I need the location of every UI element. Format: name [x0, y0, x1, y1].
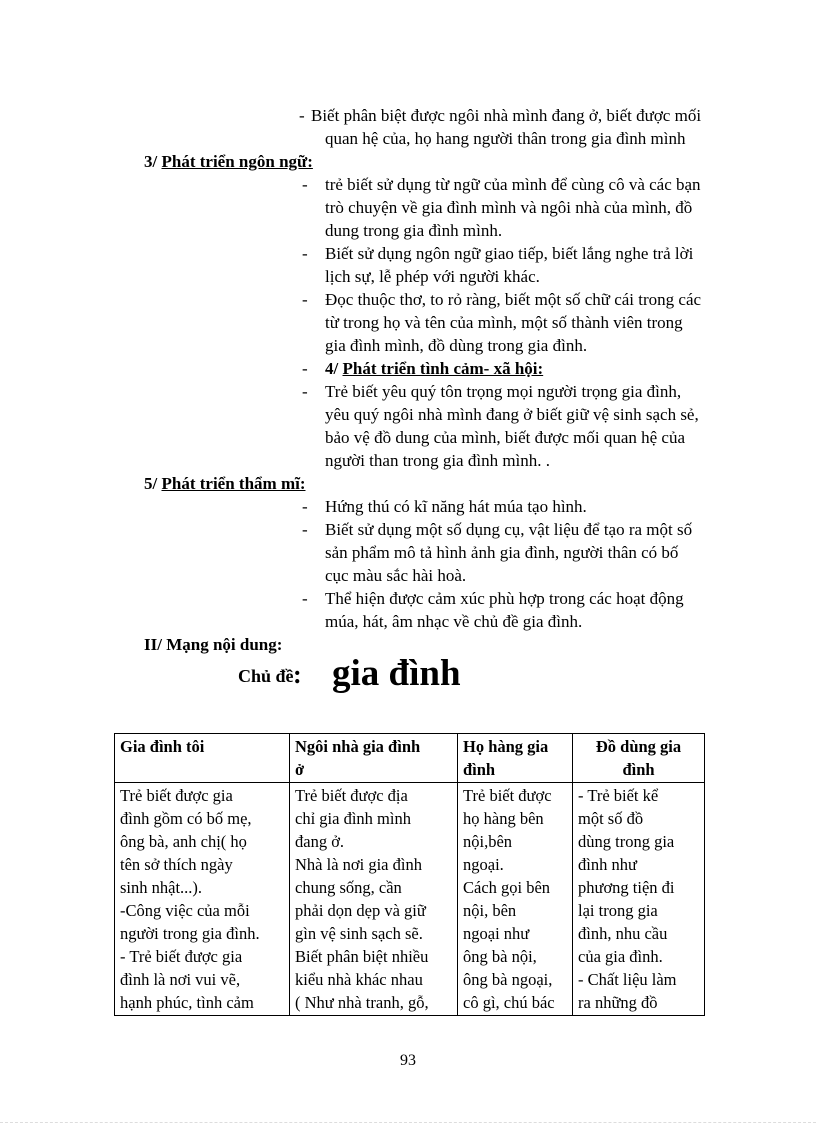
- table-header-cell: Ngôi nhà gia đình ở: [290, 734, 458, 783]
- bullet-dash: -: [302, 244, 308, 263]
- s5-b2-line-1: Biết sử dụng một số dụng cụ, vật liệu để tạo ra một số: [325, 520, 693, 539]
- section-3-number: 3/: [144, 152, 158, 171]
- s4-b1-line-4: người than trong gia đình mình. .: [325, 451, 551, 470]
- table-cell: Trẻ biết được gia đình gồm có bố mẹ, ông bà, anh chị( họ tên sở thích ngày sinh nhật...). -Công việc của mỗi người trong gia đình. - Trẻ biết được gia đình là nơi vui vẽ, hạnh phúc, tình cảm: [115, 783, 290, 1016]
- bullet-dash: -: [302, 589, 308, 608]
- s3-b1-line-2: trò chuyện về gia đình mình và ngôi nhà của mình, đồ: [325, 198, 693, 217]
- section-5-heading: [144, 472, 306, 495]
- s3-b3-line-3: gia đình mình, đồ dùng trong gia đình.: [325, 336, 588, 355]
- table-header-row: [115, 734, 705, 783]
- s5-b3-line-2: múa, hát, âm nhạc về chủ đề gia đình.: [325, 612, 583, 631]
- table-row: [115, 783, 705, 1016]
- s3-b1-line-3: dung trong gia đình mình.: [325, 221, 503, 240]
- bullet-dash: -: [302, 290, 308, 309]
- section-3-heading: [144, 150, 313, 173]
- section-4-title: Phát triển tình cảm- xã hội:: [342, 359, 544, 378]
- table-cell: Trẻ biết được họ hàng bên nội,bên ngoại. Cách gọi bên nội, bên ngoại như ông bà nội, ông bà ngoại, cô gì, chú bác: [458, 783, 573, 1016]
- s5-b1-line-1: Hứng thú có kĩ năng hát múa tạo hình.: [325, 497, 587, 516]
- section-5-title: Phát triển thẩm mĩ:: [161, 474, 306, 493]
- topic-colon: :: [293, 660, 302, 689]
- table-header-cell: Gia đình tôi: [115, 734, 290, 783]
- s4-b1-line-3: bảo vệ đồ dung của mình, biết được mối quan hệ của: [325, 428, 685, 447]
- section-4-heading: [325, 357, 543, 380]
- topic-title: gia đình: [332, 653, 461, 694]
- intro-line-1: Biết phân biệt được ngôi nhà mình đang ở, biết được mối: [311, 106, 702, 125]
- s5-b3-line-1: Thể hiện được cảm xúc phù hợp trong các hoạt động: [325, 589, 684, 608]
- section-3-title: Phát triển ngôn ngữ:: [161, 152, 313, 171]
- intro-line-2: quan hệ của, họ hang người thân trong gia đình mình: [325, 129, 686, 148]
- bullet-dash: -: [302, 175, 308, 194]
- table-cell: Trẻ biết được địa chỉ gia đình mình đang ở. Nhà là nơi gia đình chung sống, cần phải dọn dẹp và giữ gìn vệ sinh sạch sẽ. Biết phân biệt nhiều kiểu nhà khác nhau ( Như nhà tranh, gỗ,: [290, 783, 458, 1016]
- s4-b1-line-2: yêu quý ngôi nhà mình đang ở biết giữ vệ sinh sạch sẻ,: [325, 405, 699, 424]
- bullet-dash: -: [302, 520, 308, 539]
- s5-b2-line-2: sản phẩm mô tả hình ảnh gia đình, người thân có bố: [325, 543, 679, 562]
- bullet-dash: -: [299, 106, 305, 125]
- s3-b3-line-2: từ trong họ và tên của mình, một số thành viên trong: [325, 313, 683, 332]
- section-4-number: 4/: [325, 359, 339, 378]
- table-header-cell: Họ hàng gia đình: [458, 734, 573, 783]
- bullet-dash: -: [302, 497, 308, 516]
- table-cell: - Trẻ biết kể một số đồ dùng trong gia đình như phương tiện đi lại trong gia đình, nhu cầu của gia đình. - Chất liệu làm ra những đồ: [573, 783, 705, 1016]
- s3-b2-line-2: lịch sự, lễ phép với người khác.: [325, 267, 540, 286]
- section-5-number: 5/: [144, 474, 158, 493]
- s3-b2-line-1: Biết sử dụng ngôn ngữ giao tiếp, biết lắng nghe trả lời: [325, 244, 694, 263]
- page-number: 93: [400, 1052, 416, 1069]
- table-header-cell: Đồ dùng gia đình: [573, 734, 705, 783]
- content-table: [114, 733, 705, 1016]
- bullet-dash: -: [302, 382, 308, 401]
- s4-b1-line-1: Trẻ biết yêu quý tôn trọng mọi người trọng gia đình,: [325, 382, 682, 401]
- s3-b1-line-1: trẻ biết sử dụng từ ngữ của mình để cùng cô và các bạn: [325, 175, 701, 194]
- bullet-dash: -: [302, 359, 308, 378]
- topic-label: Chủ đề: [238, 666, 294, 686]
- s3-b3-line-1: Đọc thuộc thơ, to rỏ ràng, biết một số chữ cái trong các: [325, 290, 702, 309]
- s5-b2-line-3: cục màu sắc hài hoà.: [325, 566, 467, 585]
- section-ii-heading: II/ Mạng nội dung:: [144, 635, 283, 654]
